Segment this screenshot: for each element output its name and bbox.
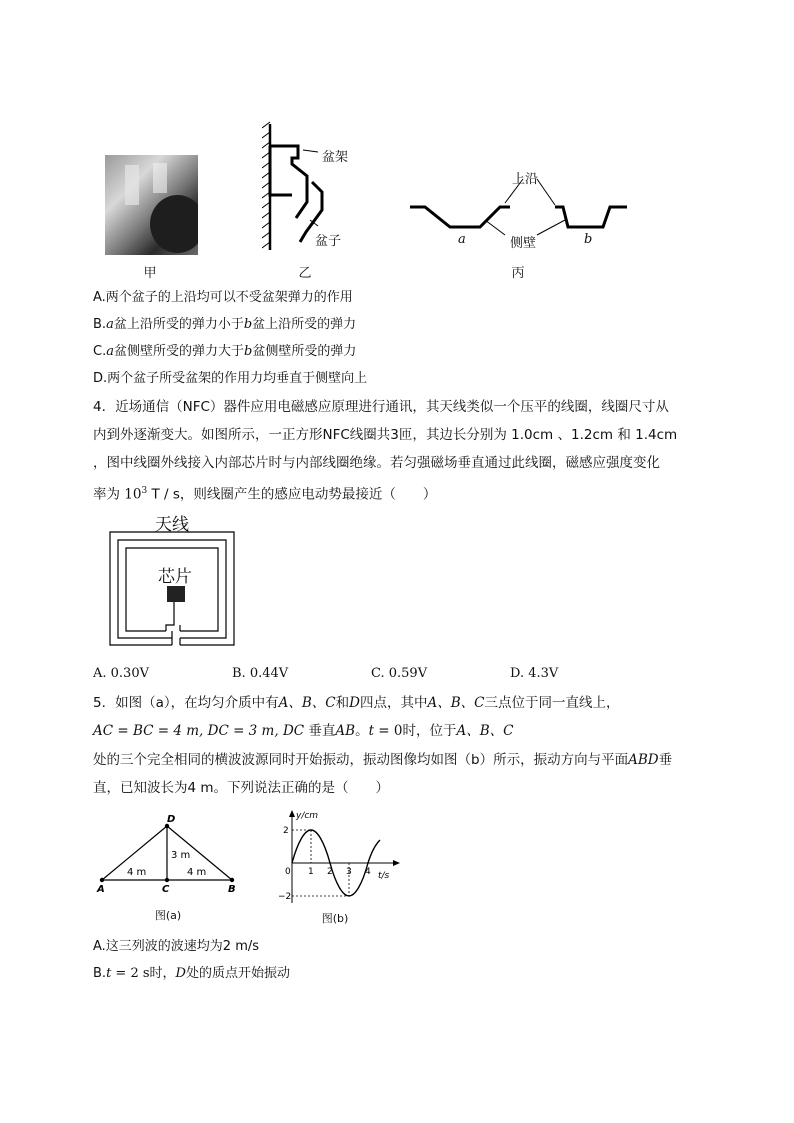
point-label-d: D [167, 814, 176, 825]
q5-line-2: AC = BC = 4 m, DC = 3 m, DC 垂直AB。t = 0时，位于A、B、C [93, 723, 514, 739]
q4-line-1: 4．近场通信（NFC）器件应用电磁感应原理进行通讯，其天线类似一个压平的线圈，线圈尺寸从 [93, 399, 669, 415]
q5-line-1: 5．如图（a），在均匀介质中有A、B、C和D四点，其中A、B、C三点位于同一直线上， [93, 695, 620, 711]
q3-option-b: B.a盆上沿所受的弹力小于b盆上沿所受的弹力 [93, 317, 357, 332]
caption-yi: 乙 [298, 266, 312, 281]
diagram-triangle-a [92, 812, 242, 894]
caption-jia: 甲 [143, 266, 157, 281]
label-b: b [584, 232, 593, 247]
label-ce-bi: 侧壁 [510, 236, 537, 251]
tick-label-t1: 1 [308, 867, 314, 877]
q4-option-c: C. 0.59V [371, 666, 428, 681]
q3-option-d: D.两个盆子所受盆架的作用力均垂直于侧壁向上 [93, 371, 368, 386]
tick-label-origin: 0 [285, 867, 291, 877]
tick-label-t4: 4 [365, 867, 371, 877]
label-pen-jia: 盆架 [322, 150, 349, 165]
tick-label-y-top: 2 [283, 826, 289, 836]
point-label-c: C [162, 884, 170, 894]
label-pen-zi: 盆子 [315, 234, 342, 249]
caption-bing: 丙 [511, 266, 525, 281]
length-label-dc: 3 m [171, 850, 191, 861]
q4-option-a: A. 0.30V [93, 666, 149, 681]
caption-fig-a: 图(a) [154, 909, 182, 922]
q3-option-c: C.a盆侧壁所受的弹力大于b盆侧壁所受的弹力 [93, 344, 357, 359]
label-shang-yan: 上沿 [512, 172, 539, 187]
length-label-ac: 4 m [127, 867, 147, 878]
photo-jia [105, 155, 198, 255]
q5-option-a: A.这三列波的波速均为2 m/s [93, 939, 260, 954]
q5-line-4: 直，已知波长为4 m。下列说法正确的是（ ） [93, 780, 390, 796]
caption-fig-b: 图(b) [321, 912, 349, 925]
tick-label-y-bottom: −2 [278, 892, 292, 902]
q4-option-d: D. 4.3V [510, 666, 559, 681]
point-label-a: A [97, 884, 105, 894]
length-label-cb: 4 m [187, 867, 207, 878]
axis-label-y: y/cm [296, 811, 319, 821]
point-label-b: B [228, 884, 236, 894]
axis-label-t: t/s [378, 871, 390, 881]
q5-option-b: B.t = 2 s时，D处的质点开始振动 [93, 966, 290, 981]
diagram-wave-b [278, 808, 408, 908]
q4-line-4: 率为 $10^3$ T / s，则线圈产生的感应电动势最接近（ ） [93, 486, 437, 503]
label-antenna: 天线 [155, 515, 189, 535]
q4-option-b: B. 0.44V [232, 666, 289, 681]
tick-label-t3: 3 [346, 867, 352, 877]
q3-option-a: A.两个盆子的上沿均可以不受盆架弹力的作用 [93, 290, 353, 305]
q4-line-2: 内到外逐渐变大。如图所示，一正方形NFC线圈共3匝，其边长分别为 1.0cm 、1.2cm 和 1.4cm [93, 427, 678, 443]
label-a: a [458, 232, 466, 247]
diagram-nfc-coil [108, 530, 238, 650]
tick-label-t2: 2 [327, 867, 333, 877]
q5-line-3: 处的三个完全相同的横波波源同时开始振动，振动图像均如图（b）所示，振动方向与平面ABD垂 [93, 752, 673, 768]
label-chip: 芯片 [158, 567, 192, 587]
q4-line-3: ，图中线圈外线接入内部芯片时与内部线圈绝缘。若匀强磁场垂直通过此线圈，磁感应强度变化 [93, 455, 660, 471]
